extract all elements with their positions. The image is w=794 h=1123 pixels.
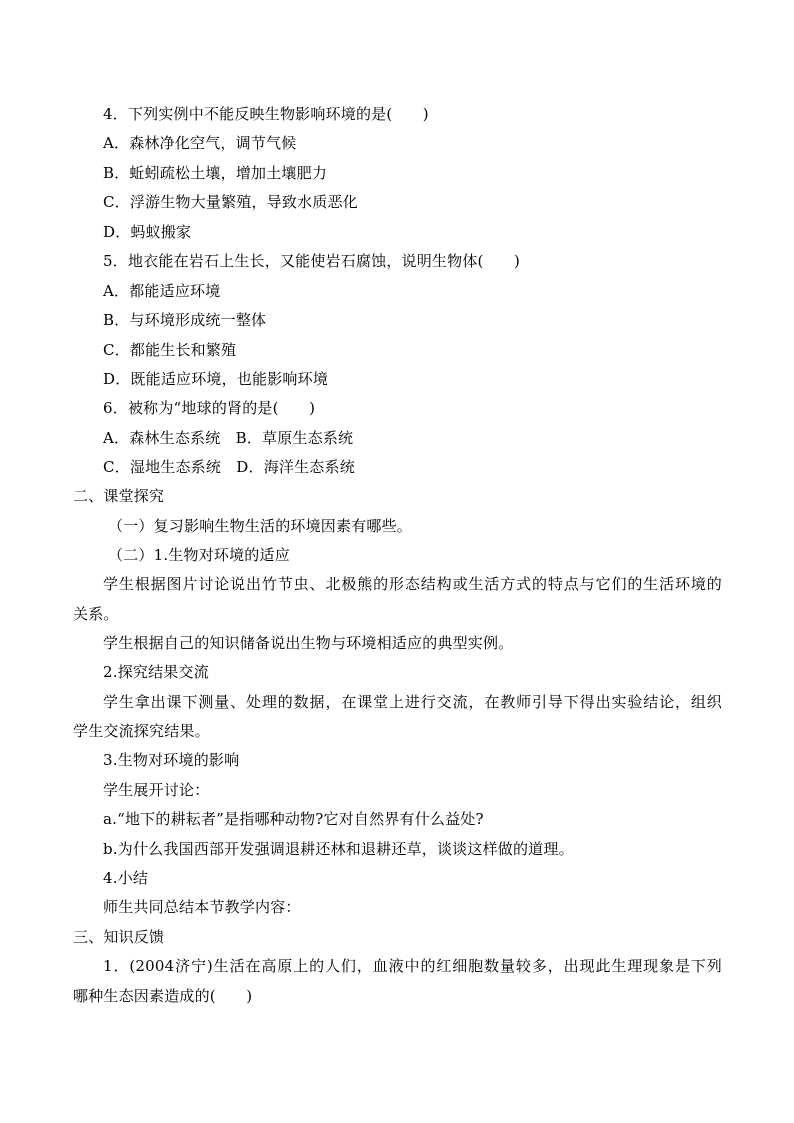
question-4-option-d: D．蚂蚁搬家	[103, 223, 192, 241]
section-2-influence-title: 3.生物对环境的影响	[103, 751, 240, 769]
section-2-results-line-2: 学生交流探究结果。	[73, 722, 210, 740]
question-5-option-d: D．既能适应环境，也能影响环境	[103, 370, 329, 388]
section-2-summary-text: 师生共同总结本节教学内容：	[103, 898, 301, 916]
section-3-question-1-line-2: 哪种生态因素造成的( )	[73, 987, 253, 1005]
section-2-review: （一）复习影响生物生活的环境因素有哪些。	[108, 517, 413, 535]
section-3-question-1-line-1: 1．(2004济宁)生活在高原上的人们，血液中的红细胞数量较多，出现此生理现象是下列	[103, 957, 722, 975]
question-4-option-b: B．蚯蚓疏松土壤，增加土壤肥力	[103, 164, 328, 182]
section-3-heading: 三、知识反馈	[73, 928, 165, 946]
question-5-option-b: B．与环境形成统一整体	[103, 311, 267, 329]
section-2-heading: 二、课堂探究	[73, 487, 165, 505]
question-5-option-a: A．都能适应环境	[103, 282, 221, 300]
section-2-discussion-line-2: 关系。	[73, 605, 119, 623]
section-2-results-line-1: 学生拿出课下测量、处理的数据，在课堂上进行交流，在教师引导下得出实验结论，组织	[103, 693, 722, 711]
question-5-stem: 5．地衣能在岩石上生长，又能使岩石腐蚀，说明生物体( )	[103, 252, 521, 270]
question-4-stem: 4．下列实例中不能反映生物影响环境的是( )	[103, 105, 429, 123]
question-6-options-cd: C．湿地生态系统 D．海洋生态系统	[103, 458, 355, 476]
section-2-summary-title: 4.小结	[103, 869, 149, 887]
question-5-option-c: C．都能生长和繁殖	[103, 341, 237, 359]
section-2-item-a: a.“地下的耕耘者”是指哪种动物?它对自然界有什么益处?	[103, 810, 484, 828]
section-2-examples: 学生根据自己的知识储备说出生物与环境相适应的典型实例。	[103, 634, 514, 652]
question-6-options-ab: A．森林生态系统 B．草原生态系统	[103, 429, 354, 447]
question-6-stem: 6．被称为“地球的肾的是( )	[103, 399, 316, 417]
section-2-item-b: b.为什么我国西部开发强调退耕还林和退耕还草，谈谈这样做的道理。	[103, 840, 574, 858]
section-2-discussion-line-1: 学生根据图片讨论说出竹节虫、北极熊的形态结构或生活方式的特点与它们的生活环境的	[103, 575, 722, 593]
question-4-option-c: C．浮游生物大量繁殖，导致水质恶化	[103, 193, 358, 211]
section-2-discussion-prompt: 学生展开讨论：	[103, 781, 210, 799]
section-2-results-title: 2.探究结果交流	[103, 663, 209, 681]
question-4-option-a: A．森林净化空气，调节气候	[103, 134, 297, 152]
section-2-adaptation-title: （二）1.生物对环境的适应	[108, 546, 290, 564]
